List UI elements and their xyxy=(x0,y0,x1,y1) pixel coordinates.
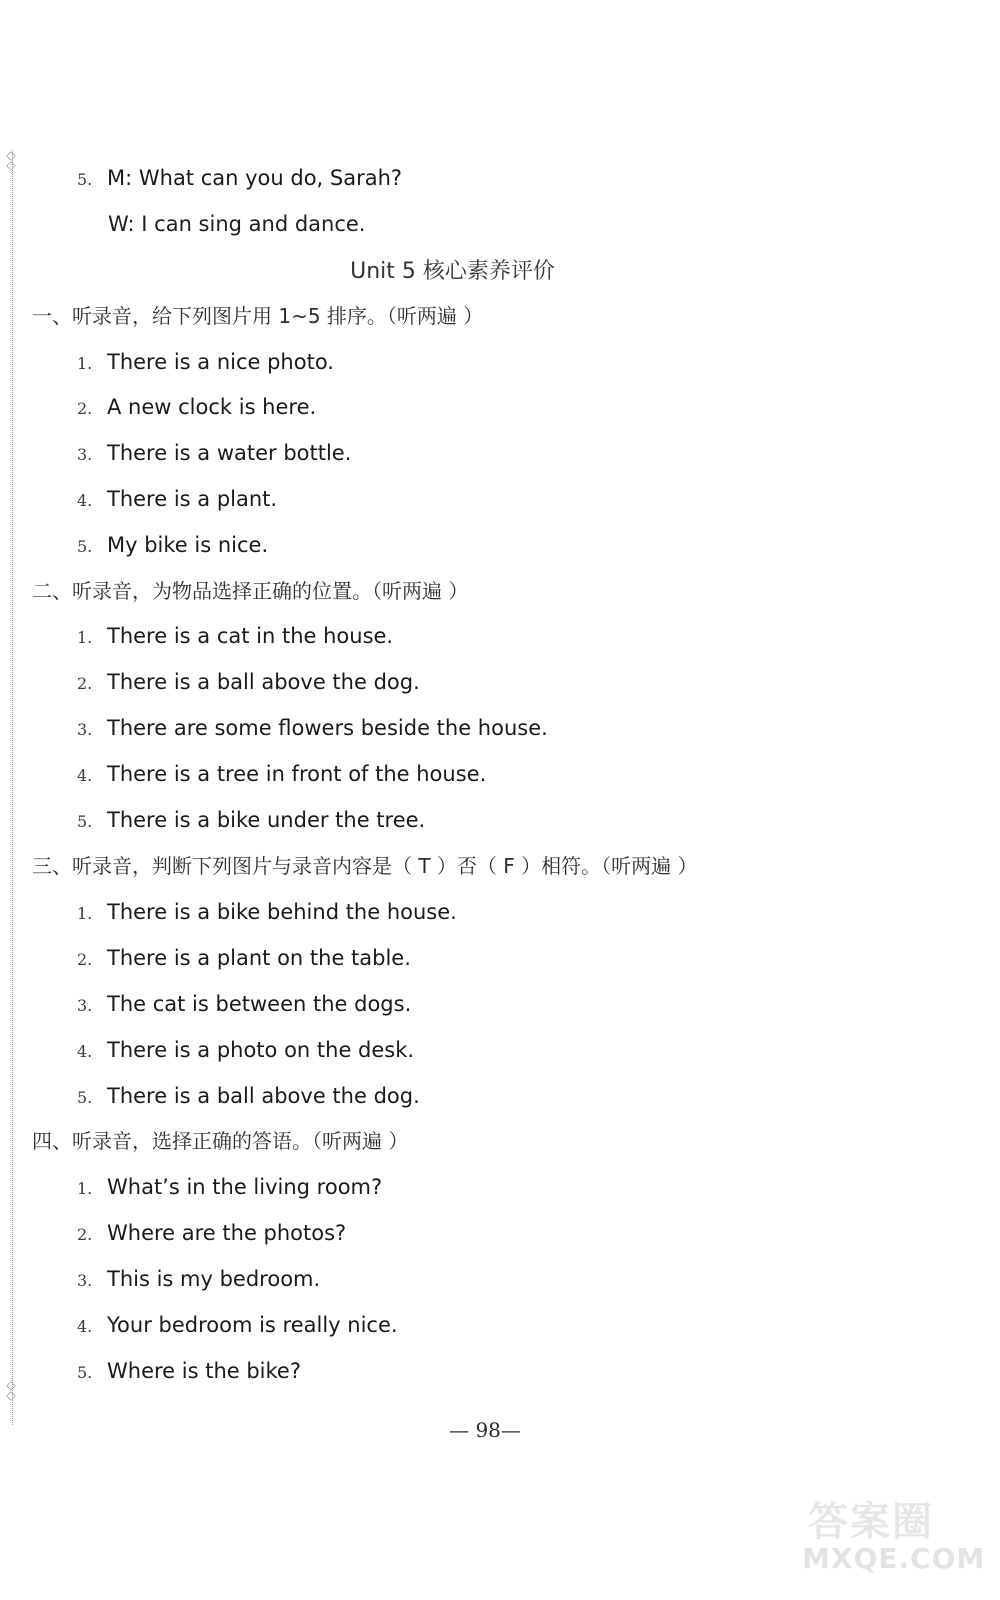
list-item xyxy=(77,1356,301,1388)
item-text: M: What can you do, Sarah? xyxy=(107,166,403,190)
item-number: 4. xyxy=(77,1317,93,1336)
list-item xyxy=(77,1035,414,1067)
item-number: 2. xyxy=(77,1225,93,1244)
item-text: My bike is nice. xyxy=(107,533,269,557)
item-text: There is a ball above the dog. xyxy=(107,1084,420,1108)
item-number: 2. xyxy=(77,950,93,969)
section-heading-4: 四、听录音，选择正确的答语。（听两遍 ） xyxy=(32,1129,409,1153)
list-item xyxy=(77,897,457,929)
list-item xyxy=(77,1172,382,1204)
item-number: 1. xyxy=(77,1179,93,1198)
item-text: There is a cat in the house. xyxy=(107,624,394,648)
item-text: There is a plant on the table. xyxy=(107,946,411,970)
list-item xyxy=(77,989,411,1021)
list-item xyxy=(77,347,334,379)
item-number: 4. xyxy=(77,491,93,510)
watermark-bottom: MXQE.COM xyxy=(802,1542,986,1575)
list-item xyxy=(77,667,420,699)
item-text: There is a bike behind the house. xyxy=(107,900,457,924)
list-item xyxy=(77,943,411,975)
list-item xyxy=(77,530,268,562)
watermark xyxy=(800,1488,990,1588)
list-item xyxy=(77,805,425,837)
item-text: Where is the bike? xyxy=(107,1359,301,1383)
item-number: 5. xyxy=(77,1088,93,1107)
item-text: There is a bike under the tree. xyxy=(107,808,426,832)
item-number: 5. xyxy=(77,812,93,831)
list-item xyxy=(77,713,548,745)
page-number: — 98— xyxy=(449,1418,521,1442)
unit-title: Unit 5 核心素养评价 xyxy=(350,259,555,284)
binding-line xyxy=(12,150,13,1425)
list-item xyxy=(77,484,277,516)
item-text: There is a nice photo. xyxy=(107,350,334,374)
list-item xyxy=(77,1218,346,1250)
binding-top-mark: ◇ ◇ xyxy=(6,148,16,172)
list-item xyxy=(77,1310,398,1342)
item-text: Your bedroom is really nice. xyxy=(107,1313,398,1337)
item-text: The cat is between the dogs. xyxy=(107,992,412,1016)
item-text: There is a water bottle. xyxy=(107,441,352,465)
item-number: 3. xyxy=(77,720,93,739)
item-text: There is a photo on the desk. xyxy=(107,1038,415,1062)
list-item xyxy=(77,1081,420,1113)
item-text: There is a tree in front of the house. xyxy=(107,762,487,786)
watermark-top: 答案圈 xyxy=(808,1499,934,1545)
item-number: 4. xyxy=(77,766,93,785)
prev-dialog-line-1 xyxy=(77,163,402,195)
item-number: 5. xyxy=(77,170,93,189)
section-heading-3: 三、听录音，判断下列图片与录音内容是（ T ）否（ F ）相符。（听两遍 ） xyxy=(32,854,698,878)
list-item xyxy=(77,621,393,653)
item-number: 2. xyxy=(77,674,93,693)
list-item xyxy=(77,1264,320,1296)
item-text: There are some flowers beside the house. xyxy=(107,716,548,740)
prev-dialog-line-2: W: I can sing and dance. xyxy=(108,212,366,236)
binding-bottom-mark: ◇ ◇ xyxy=(6,1378,16,1402)
item-number: 1. xyxy=(77,354,93,373)
item-text: This is my bedroom. xyxy=(107,1267,321,1291)
item-number: 5. xyxy=(77,1363,93,1382)
item-text: There is a plant. xyxy=(107,487,278,511)
item-text: Where are the photos? xyxy=(107,1221,347,1245)
item-number: 1. xyxy=(77,628,93,647)
list-item xyxy=(77,438,351,470)
list-item xyxy=(77,392,316,424)
item-text: There is a ball above the dog. xyxy=(107,670,420,694)
item-number: 5. xyxy=(77,537,93,556)
section-heading-2: 二、听录音，为物品选择正确的位置。（听两遍 ） xyxy=(32,579,469,603)
section-heading-1: 一、听录音，给下列图片用 1~5 排序。（听两遍 ） xyxy=(32,304,484,328)
item-number: 2. xyxy=(77,399,93,418)
item-number: 3. xyxy=(77,445,93,464)
list-item xyxy=(77,759,486,791)
item-text: A new clock is here. xyxy=(107,395,317,419)
item-number: 1. xyxy=(77,904,93,923)
item-number: 3. xyxy=(77,996,93,1015)
item-number: 4. xyxy=(77,1042,93,1061)
item-text: What’s in the living room? xyxy=(107,1175,383,1199)
item-number: 3. xyxy=(77,1271,93,1290)
